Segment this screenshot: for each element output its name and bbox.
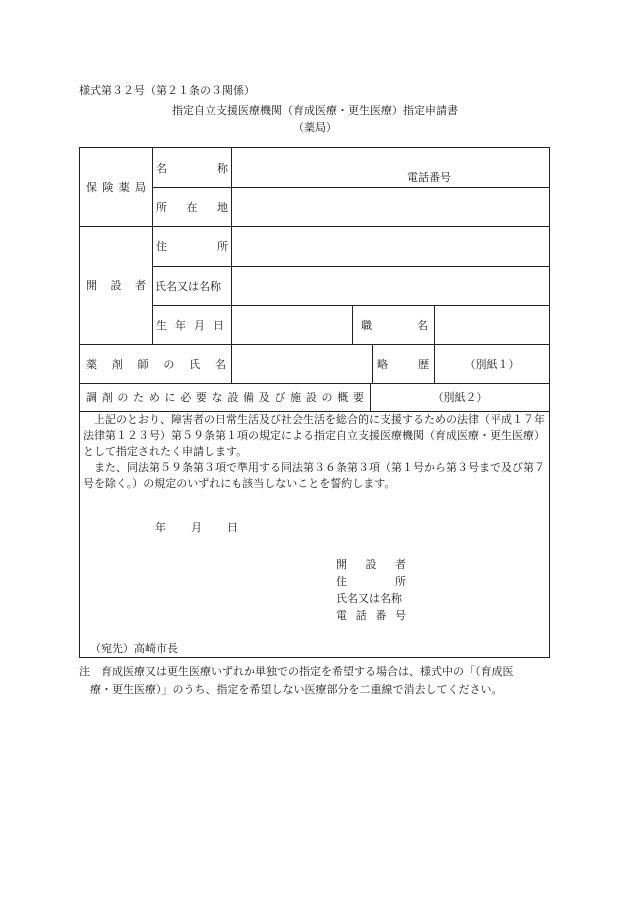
history-label: 略 歴 xyxy=(377,357,429,371)
founder-address-label: 住 所 xyxy=(156,240,228,253)
pharmacy-location-label: 所 在 地 xyxy=(156,200,228,214)
position-label: 職 名 xyxy=(361,318,428,332)
founder-address-field[interactable] xyxy=(232,226,549,266)
footnote-line-1: 注 育成医療又は更生医療いずれか単独での指定を希望する場合は、様式中の「（育成医 xyxy=(79,665,514,678)
birthdate-label: 生 年 月 日 xyxy=(156,318,224,332)
pharmacist-name-field[interactable] xyxy=(232,344,371,383)
pharmacy-name-label: 名 称 xyxy=(156,161,228,175)
applicant-address-label: 住 所 xyxy=(336,575,406,588)
founder-name-field[interactable] xyxy=(232,266,549,305)
birthdate-field[interactable] xyxy=(232,305,351,344)
footnote xyxy=(79,663,554,699)
founder-label: 開 設 者 xyxy=(86,279,146,292)
facility-overview-label: 調 剤 の た め に 必 要 な 設 備 及 び 施 設 の 概 要 xyxy=(86,391,364,404)
rule-history-left xyxy=(372,344,373,383)
footnote-line-2: 療・更生医療）」のうち、指定を希望しない医療部分を二重線で消去してください。 xyxy=(90,683,503,696)
applicant-founder-label: 開 設 者 xyxy=(336,558,406,571)
phone-number-label: 電話番号 xyxy=(407,171,451,184)
declaration-paragraph-2: また、同法第５９条第３項で準用する同法第３６条第３項（第１号から第３号まで及び第７号を除く。）の規定のいずれにも該当しないことを誓約します。 xyxy=(83,461,545,490)
attachment-1-ref: （別紙１） xyxy=(464,357,520,371)
position-field[interactable] xyxy=(435,305,549,344)
pharmacy-location-field[interactable] xyxy=(232,187,549,226)
pharmacy-name-field[interactable] xyxy=(232,148,549,187)
addressee: （宛先）高崎市長 xyxy=(90,642,178,655)
declaration-text xyxy=(79,412,550,492)
document-subtitle: （薬局） xyxy=(293,121,337,134)
pharmacist-name-label: 薬 剤 師 の 氏 名 xyxy=(86,357,226,371)
date-year: 年 xyxy=(155,521,166,534)
date-day: 日 xyxy=(227,521,238,534)
form-number: 様式第３２号（第２１条の３関係） xyxy=(79,84,255,97)
applicant-name-label: 氏名又は名称 xyxy=(336,592,402,605)
rule-birthdate-divider xyxy=(352,305,353,344)
document-title: 指定自立支援医療機関（育成医療・更生医療）指定申請書 xyxy=(172,104,458,117)
rule-label-divider xyxy=(152,148,153,344)
applicant-phone-label: 電 話 番 号 xyxy=(336,609,406,622)
declaration-paragraph-1: 上記のとおり、障害者の日常生活及び社会生活を総合的に支援するための法律（平成１７年法律第１２３号）第５９条第１項の規定による指定自立支援医療機関（育成医療・更生医療）として指定されたく申請します。 xyxy=(83,413,545,458)
attachment-2-ref: （別紙２） xyxy=(432,391,488,404)
founder-name-label: 氏名又は名称 xyxy=(155,279,221,293)
pharmacy-label: 保 険 薬 局 xyxy=(86,181,146,194)
application-form-frame xyxy=(79,147,550,658)
date-month: 月 xyxy=(191,521,202,534)
